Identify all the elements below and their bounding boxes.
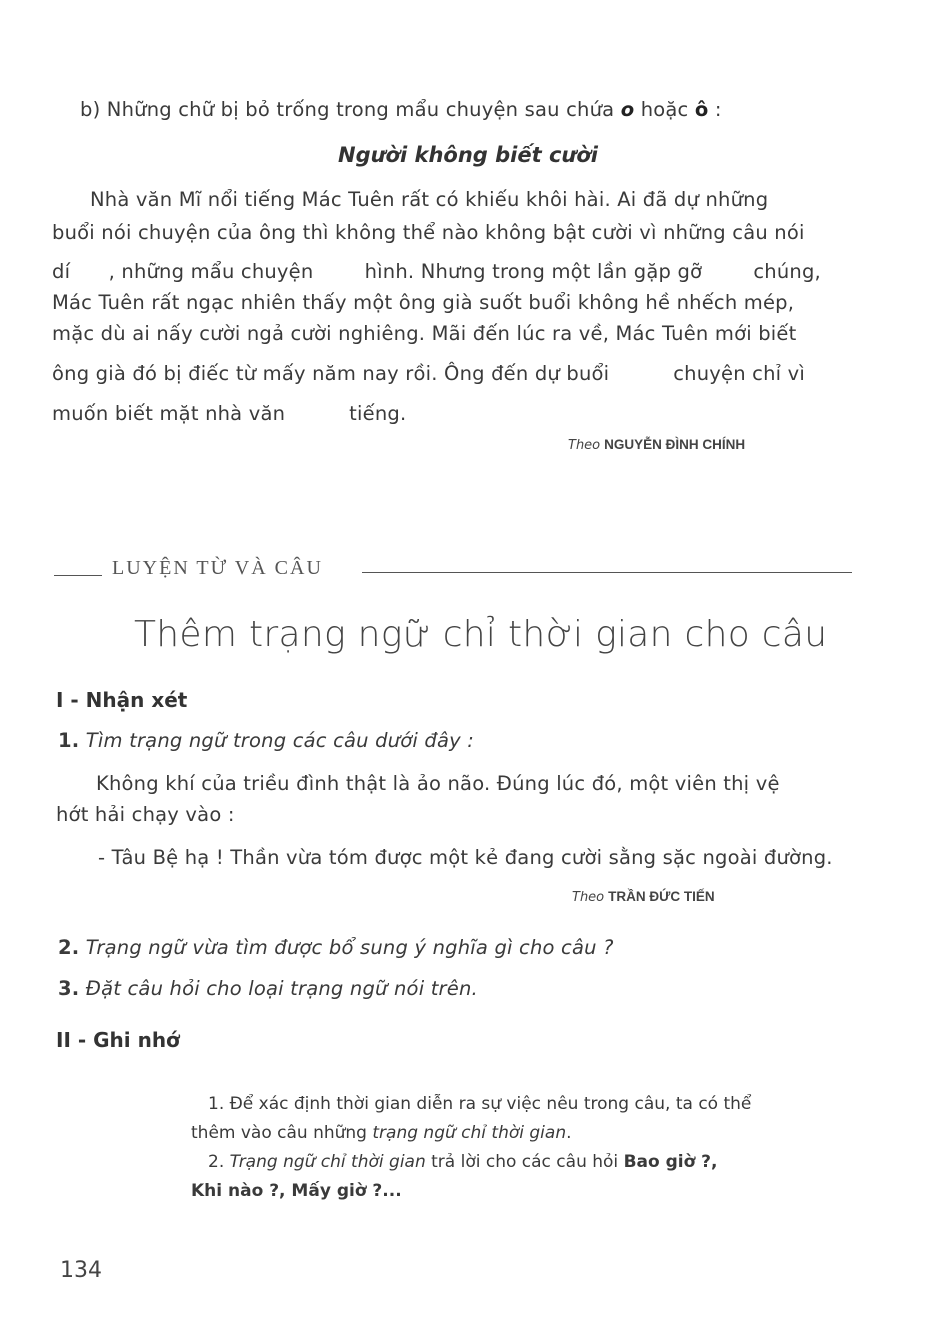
story-line: muốn biết mặt nhà văn tiếng. [52,402,407,425]
passage-source: Theo TRẦN ĐỨC TIẾN [572,889,715,905]
lesson-title: Thêm trạng ngữ chỉ thời gian cho câu [134,614,828,655]
story-line: dí , những mẩu chuyện hình. Nhưng trong một lần gặp gỡ chúng, [52,260,821,283]
memo-note-1: 1. Để xác định thời gian diễn ra sự việc nêu trong câu, ta có thể [208,1094,752,1114]
question-1: 1. Tìm trạng ngữ trong các câu dưới đây : [58,729,475,752]
memo-note-1-cont: thêm vào câu những trạng ngữ chỉ thời gian. [191,1123,572,1143]
story-line: mặc dù ai nấy cười ngả cười nghiêng. Mãi đến lúc ra về, Mác Tuên mới biết [52,322,797,345]
story-line: Mác Tuên rất ngạc nhiên thấy một ông già suốt buổi không hề nhếch mép, [52,291,795,314]
passage-line: Không khí của triều đình thật là ảo não. Đúng lúc đó, một viên thị vệ [96,772,780,795]
memo-note-2: 2. Trạng ngữ chỉ thời gian trả lời cho các câu hỏi Bao giờ ?, [208,1152,718,1172]
story-line: Nhà văn Mĩ nổi tiếng Mác Tuên rất có khiếu khôi hài. Ai đã dự những [90,188,769,211]
page-number: 134 [60,1258,102,1283]
story-title: Người không biết cười [338,143,598,167]
section-rule-left [54,575,102,576]
section-rule-right [362,572,852,573]
question-2: 2. Trạng ngữ vừa tìm được bổ sung ý nghĩa gì cho câu ? [58,936,614,959]
passage-line: hớt hải chạy vào : [56,803,235,826]
part2-heading: II - Ghi nhớ [56,1028,180,1052]
memo-note-2-cont: Khi nào ?, Mấy giờ ?... [191,1181,402,1201]
story-line: buổi nói chuyện của ông thì không thể nào không bật cười vì những câu nói [52,221,805,244]
dialogue-line: - Tâu Bệ hạ ! Thần vừa tóm được một kẻ đang cười sằng sặc ngoài đường. [98,846,833,869]
question-3: 3. Đặt câu hỏi cho loại trạng ngữ nói trên. [58,977,478,1000]
part-b-instruction: b) Những chữ bị bỏ trống trong mẩu chuyện sau chứa o hoặc ô : [80,98,722,121]
part1-heading: I - Nhận xét [56,688,188,712]
story-source: Theo NGUYỄN ĐÌNH CHÍNH [568,437,746,453]
story-line: ông già đó bị điếc từ mấy năm nay rồi. Ông đến dự buổi chuyện chỉ vì [52,362,806,385]
section-label: LUYỆN TỪ VÀ CÂU [112,557,323,579]
